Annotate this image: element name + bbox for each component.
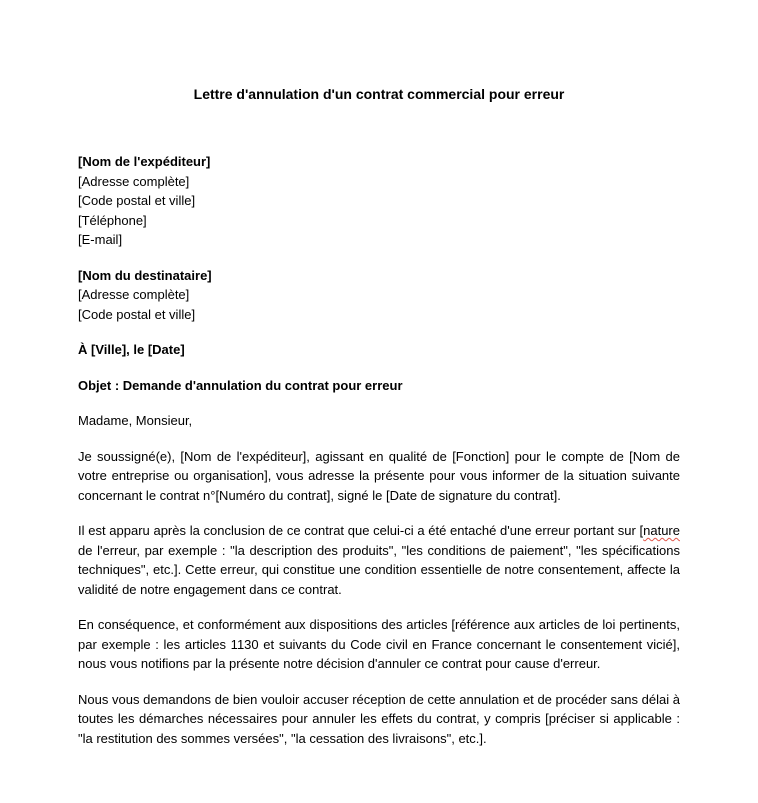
recipient-block (78, 266, 680, 325)
paragraph-text-after: de l'erreur, par exemple : "la description des produits", "les conditions de paiement", "les spécifications techniques", etc.]. Cette erreur, qui constitue une condition essentielle de notre consentement, affecte la validité de notre engagement dans ce contrat. (78, 542, 680, 597)
sender-address: [Adresse complète] (78, 173, 190, 189)
sender-email: [E-mail] (78, 232, 123, 247)
paragraph-introduction: Je soussigné(e), [Nom de l'expéditeur], agissant en qualité de [Fonction] pour le compte de [Nom de votre entreprise ou organisation], vous adresse la présente pour vous informer de la situation suivante concernant le contrat n°[Numéro du contrat], signé le [Date de signature du contrat]. (78, 448, 680, 503)
sender-name: [Nom de l'expéditeur] (78, 154, 211, 169)
paragraph-legal-basis: En conséquence, et conformément aux dispositions des articles [référence aux articles de loi pertinents, par exemple : les articles 1130 et suivants du Code civil en France concernant le consentement vicié], nous vous notifions par la présente notre décision d'annuler ce contrat pour cause d'erreur. (78, 617, 680, 671)
subject-line: Objet : Demande d'annulation du contrat pour erreur (78, 377, 403, 393)
paragraph-error-description (78, 521, 680, 599)
sender-block (78, 152, 680, 250)
recipient-address: [Adresse complète] (78, 287, 190, 302)
recipient-name: [Nom du destinataire] (78, 267, 212, 283)
date-line: À [Ville], le [Date] (78, 342, 185, 357)
paragraph-request: Nous vous demandons de bien vouloir accuser réception de cette annulation et de procéder sans délai à toutes les démarches nécessaires pour annuler les effets du contrat, y compris [préciser si applicable : "la restitution des sommes versées", "la cessation des livraisons", etc.]. (78, 691, 680, 746)
misspelled-word: nature (643, 523, 680, 538)
recipient-postal-city: [Code postal et ville] (78, 306, 196, 322)
document-title: Lettre d'annulation d'un contrat commercial pour erreur (193, 86, 565, 102)
paragraph-text-before: Il est apparu après la conclusion de ce contrat que celui-ci a été entaché d'une erreur portant sur [ (78, 523, 644, 538)
salutation: Madame, Monsieur, (78, 413, 193, 428)
sender-phone: [Téléphone] (78, 212, 147, 228)
sender-postal-city: [Code postal et ville] (78, 193, 196, 208)
